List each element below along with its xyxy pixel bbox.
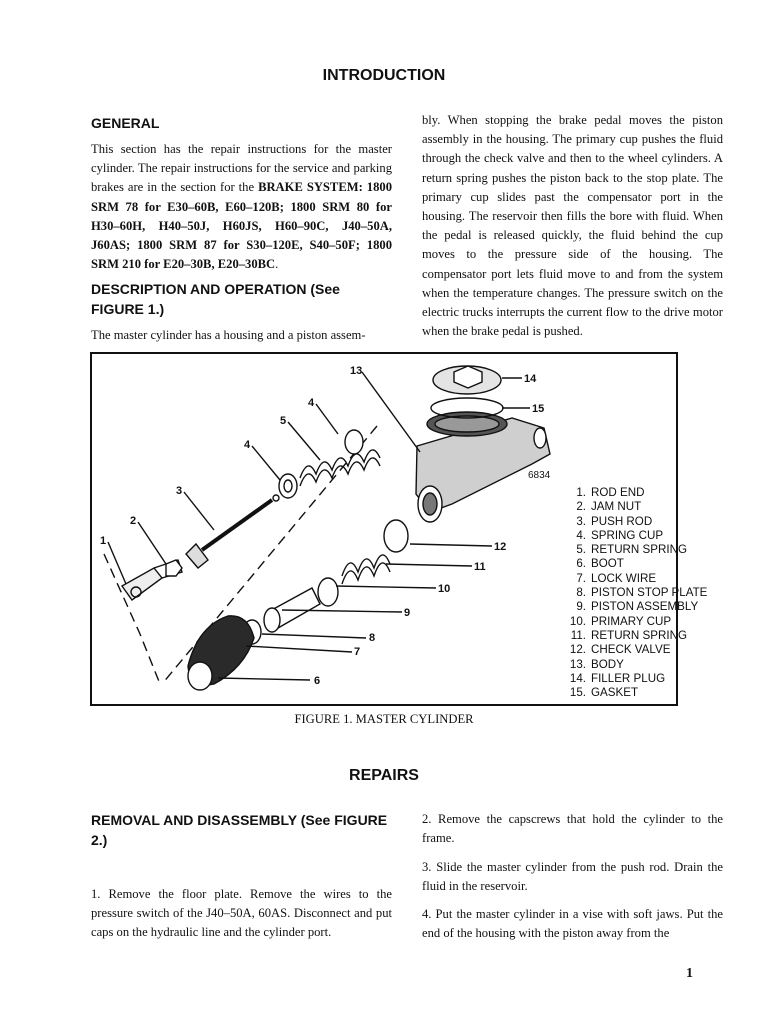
return-spring-lower-part <box>342 555 390 584</box>
callout-15: 15 <box>532 403 545 415</box>
part-name: BOOT <box>591 557 624 571</box>
callout-leader-12 <box>410 544 492 546</box>
callout-2: 2 <box>130 515 137 527</box>
description-heading: DESCRIPTION AND OPERATION (See FIGURE 1.) <box>91 281 340 317</box>
part-name: GASKET <box>591 686 639 700</box>
callout-leader-10 <box>336 586 436 588</box>
parts-legend-item <box>564 629 707 643</box>
part-name: JAM NUT <box>591 500 642 514</box>
push-rod-part <box>186 495 279 568</box>
callout-6: 6 <box>314 675 321 687</box>
part-number: 9. <box>576 600 586 614</box>
callout-10: 10 <box>438 583 451 595</box>
callout-13: 13 <box>350 365 363 377</box>
part-number: 6. <box>576 557 586 571</box>
step-2: 2. Remove the capscrews that hold the cylinder to the frame. <box>422 812 723 846</box>
part-number: 15. <box>569 686 586 700</box>
parts-legend-item <box>564 586 707 600</box>
part-name: CHECK VALVE <box>591 643 671 657</box>
parts-legend-item <box>564 572 707 586</box>
callout-1: 1 <box>100 535 107 547</box>
description-paragraph-continued: bly. When stopping the brake pedal moves the piston assembly in the housing. The primary cup pushes the fluid through the check valve and then to the wheel cylinders. A return spring pushes the piston back to the stop plate. The primary cup slides past the compensator port in the housing. The reservoir then fills the bore with fluid. When the pedal is released quickly, the fluid behind the cup moves to the pressure side of the housing. The compensator port lets fluid move to and from the system when the temperature changes. The pressure switch on the electric trucks interrupts the current flow to the drive motor when the brake pedal is pushed. <box>422 113 723 339</box>
part-name: BODY <box>591 657 624 671</box>
part-name: ROD END <box>591 486 645 499</box>
callout-leader-4b <box>316 404 338 434</box>
part-number: 8. <box>576 586 586 600</box>
callout-4a: 4 <box>244 439 251 451</box>
check-valve-part <box>384 520 408 552</box>
parts-legend-item <box>564 615 707 629</box>
callout-3: 3 <box>176 485 183 497</box>
callout-11: 11 <box>474 561 486 573</box>
part-name: SPRING CUP <box>591 528 664 542</box>
part-name: PUSH ROD <box>591 514 653 528</box>
parts-legend-item <box>564 543 707 557</box>
general-heading: GENERAL <box>91 115 160 131</box>
part-number: 3. <box>576 514 586 528</box>
return-spring-top-part <box>300 450 380 486</box>
step-1: 1. Remove the floor plate. Remove the wires to the pressure switch of the J40–50A, 60AS. Disconnect and put caps on the hydraulic line and the cylinder port. <box>91 887 392 940</box>
parts-legend-item <box>564 672 707 686</box>
figure-caption: FIGURE 1. MASTER CYLINDER <box>294 712 474 726</box>
step-4: 4. Put the master cylinder in a vise with soft jaws. Put the end of the housing with the piston away from the <box>422 907 723 941</box>
part-name: PISTON ASSEMBLY <box>591 600 699 614</box>
primary-cup-part <box>318 578 338 606</box>
part-name: PRIMARY CUP <box>591 614 672 628</box>
parts-legend-item <box>564 643 707 657</box>
repairs-title: REPAIRS <box>349 767 419 784</box>
callout-8: 8 <box>369 632 376 644</box>
part-name: FILLER PLUG <box>591 671 666 685</box>
callout-leader-7 <box>246 646 352 652</box>
part-number: 13. <box>569 657 586 671</box>
general-paragraph <box>91 140 392 274</box>
part-number: 12. <box>569 643 586 657</box>
callout-7: 7 <box>354 646 361 658</box>
parts-legend-item <box>564 486 707 500</box>
part-name: LOCK WIRE <box>591 571 657 585</box>
parts-legend-item <box>564 557 707 571</box>
removal-heading: REMOVAL AND DISASSEMBLY (See FIGURE 2.) <box>91 812 388 848</box>
parts-legend-item <box>564 658 707 672</box>
callout-leader-1 <box>108 542 126 584</box>
part-name: RETURN SPRING <box>591 543 687 557</box>
part-number: 11. <box>570 628 586 642</box>
callout-leader-11 <box>386 564 472 566</box>
spring-cup-part <box>279 474 297 498</box>
spring-cup-upper-part <box>345 430 363 454</box>
callout-14: 14 <box>524 373 537 385</box>
callout-leader-5 <box>288 422 320 460</box>
callout-9: 9 <box>404 607 411 619</box>
part-number: 2. <box>576 500 586 514</box>
part-number: 14. <box>569 671 586 685</box>
part-number: 7. <box>576 571 586 585</box>
part-number: 1. <box>576 486 586 499</box>
parts-legend <box>564 486 707 700</box>
figure-master-cylinder <box>90 352 708 706</box>
parts-legend-item <box>564 500 707 514</box>
body-part <box>416 412 550 522</box>
parts-legend-item <box>564 515 707 529</box>
page-title: INTRODUCTION <box>322 67 446 84</box>
part-number: 4. <box>576 528 586 542</box>
jam-nut-part <box>166 560 182 576</box>
callout-leader-8 <box>262 634 366 638</box>
callout-leader-2 <box>138 522 166 564</box>
parts-legend-item <box>564 529 707 543</box>
general-text-a: This section has the repair instructions for the master cylinder. The repair instructions for the service and parking brakes are in the section for the <box>91 142 392 195</box>
parts-legend-item <box>564 686 707 700</box>
part-number: 10. <box>569 614 586 628</box>
part-number: 5. <box>576 543 586 557</box>
callout-leader-4a <box>252 446 280 480</box>
description-paragraph-start: The master cylinder has a housing and a piston assem- <box>91 328 366 342</box>
part-name: RETURN SPRING <box>591 628 687 642</box>
callout-leader-6 <box>218 678 310 680</box>
callout-leader-3 <box>184 492 214 530</box>
figure-reference-number: 6834 <box>528 470 551 481</box>
callout-4b: 4 <box>308 397 315 409</box>
brake-system-reference: BRAKE SYSTEM: 1800 SRM 78 for E30–60B, E60–120B; 1800 SRM 80 for H30–60H, H40–50J, H60JS, H60–90C, J40–50A, J60AS; 1800 SRM 87 for S30–120E, S40–50F; 1800 SRM 210 for E20–30B, E20–30BC <box>91 180 392 272</box>
part-name: PISTON STOP PLATE <box>591 586 708 600</box>
callout-leader-13 <box>362 372 420 452</box>
callout-5: 5 <box>280 415 287 427</box>
callout-12: 12 <box>494 541 507 553</box>
parts-legend-item <box>564 600 707 614</box>
page-number: 1 <box>686 966 693 981</box>
general-text-c: . <box>275 257 279 272</box>
filler-plug-part <box>433 366 501 394</box>
step-3: 3. Slide the master cylinder from the push rod. Drain the fluid in the reservoir. <box>422 860 723 894</box>
